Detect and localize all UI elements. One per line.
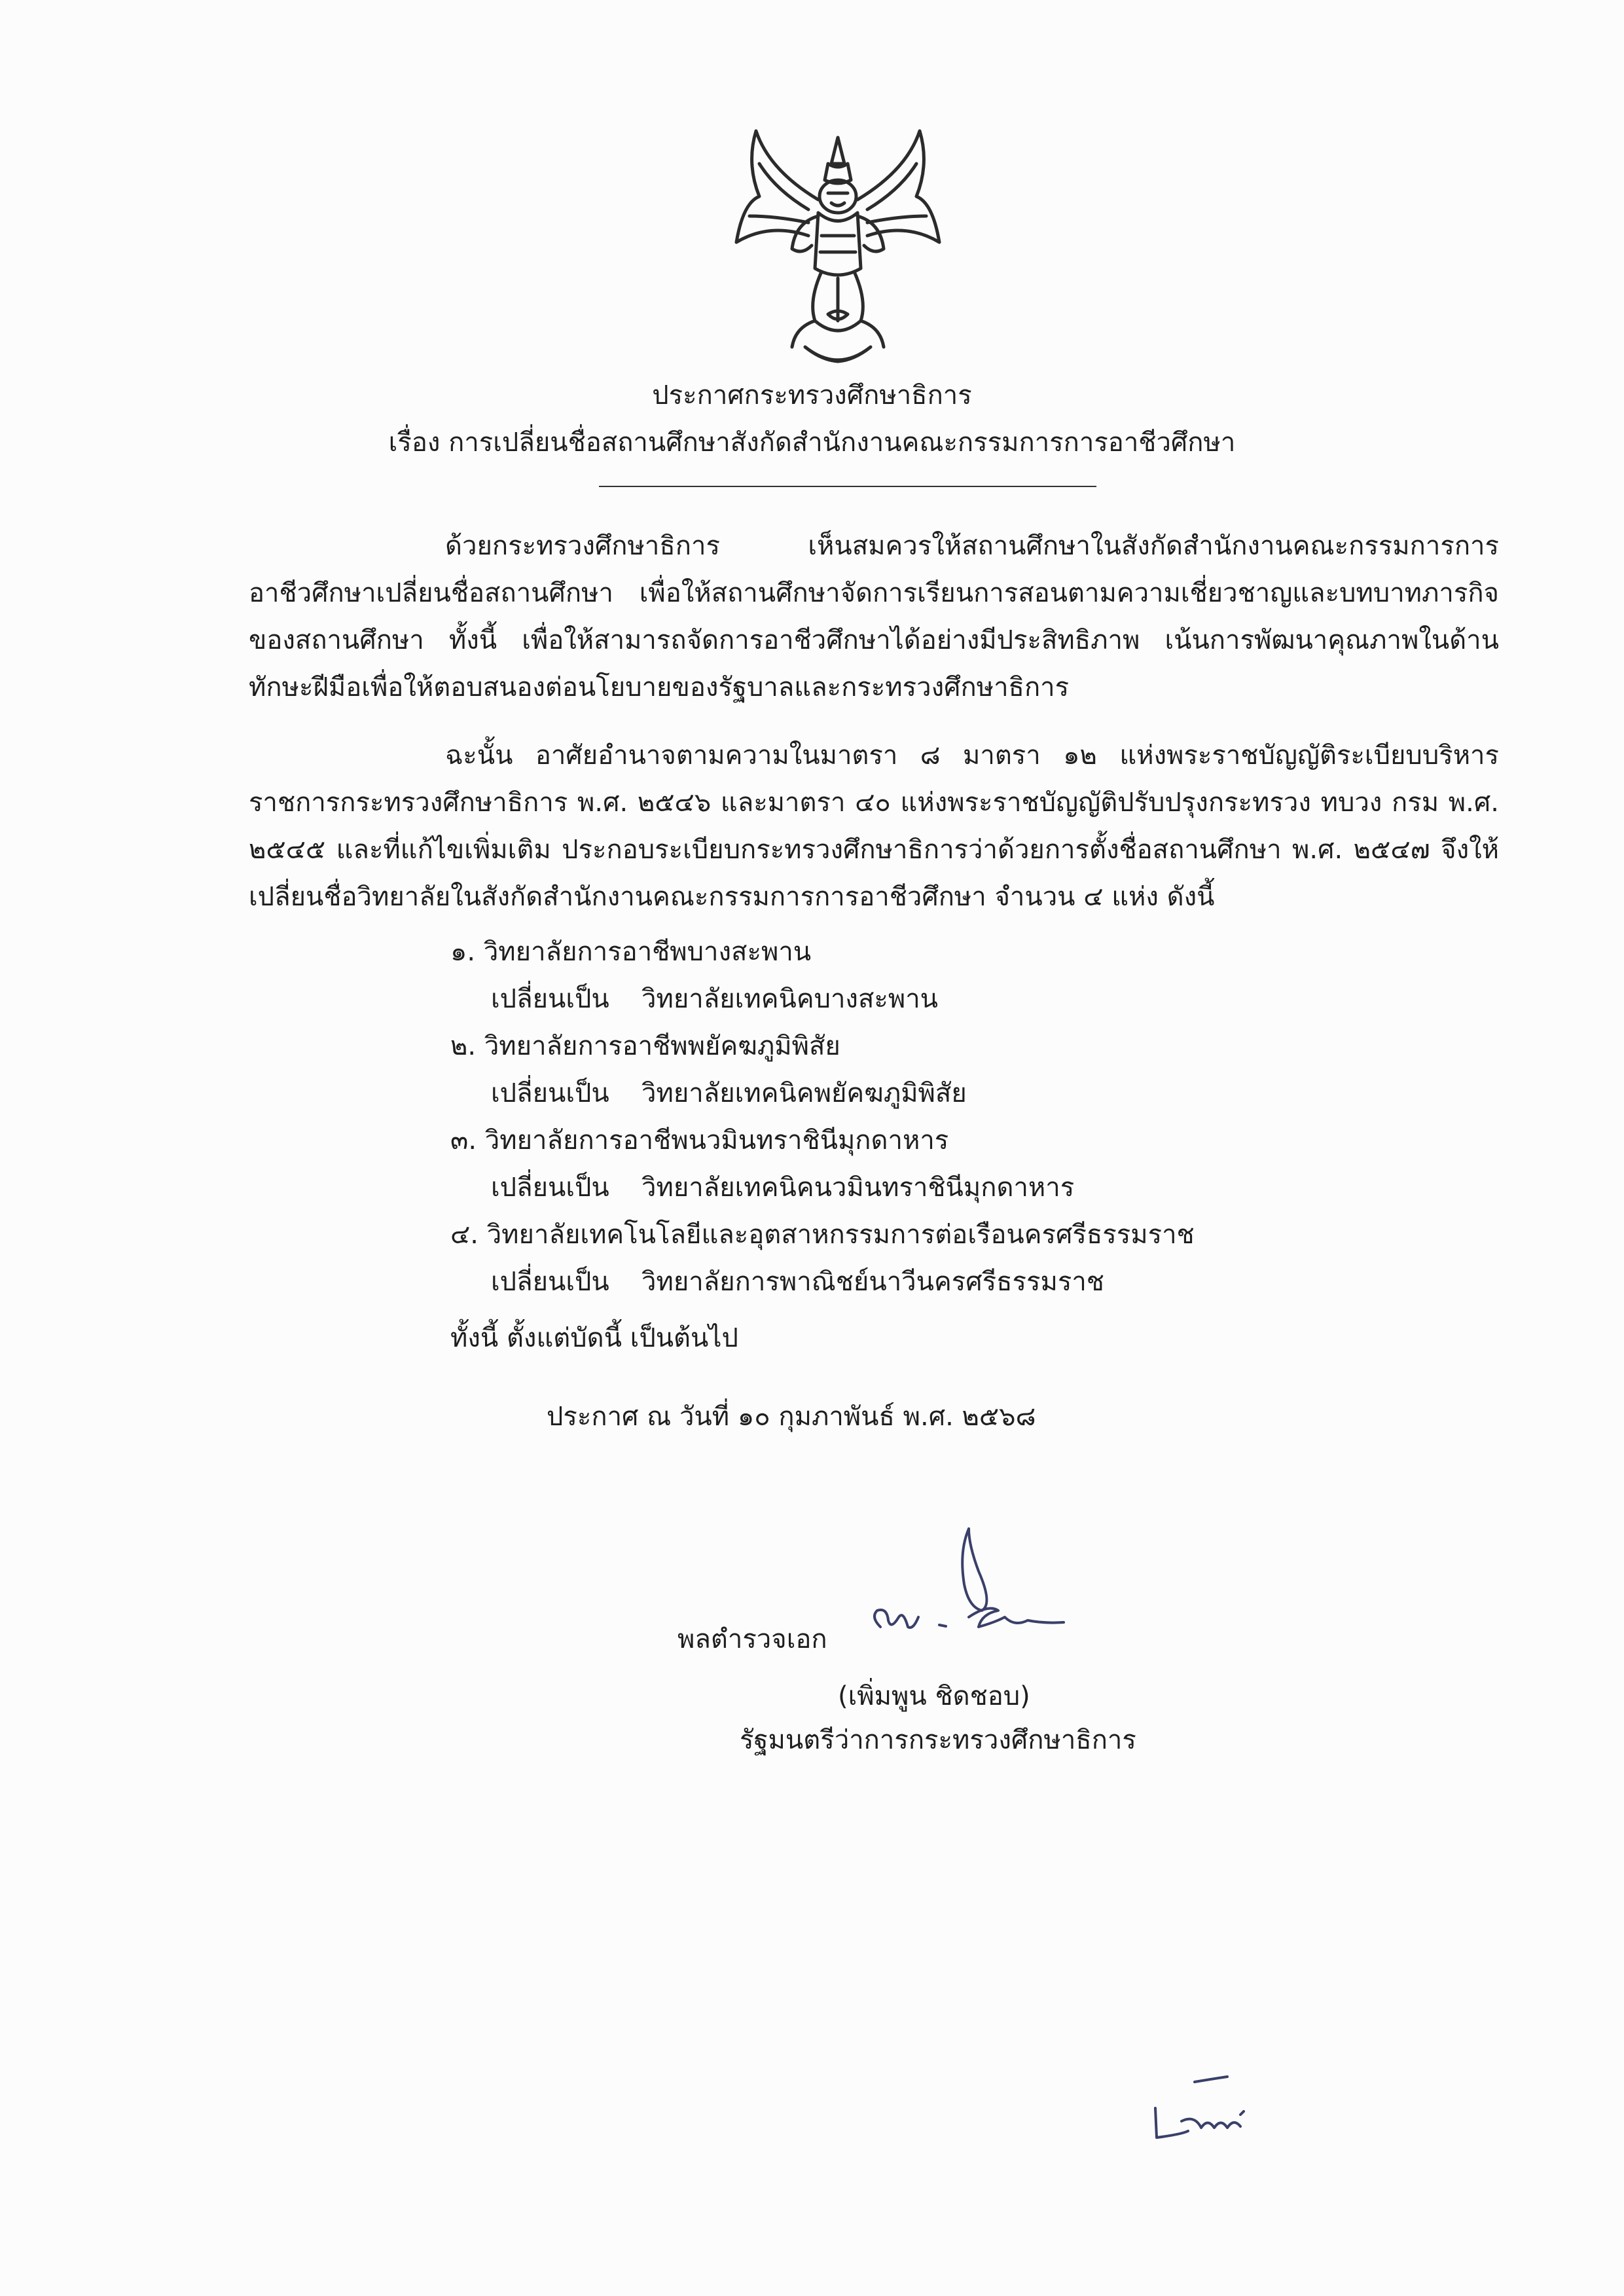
effective-clause: ทั้งนี้ ตั้งแต่บัดนี้ เป็นต้นไป	[450, 1323, 738, 1353]
change-label: เปลี่ยนเป็น	[491, 984, 609, 1014]
old-college-name: วิทยาลัยการอาชีพบางสะพาน	[483, 937, 812, 967]
old-college-name: วิทยาลัยการอาชีพพยัคฆภูมิพิสัย	[484, 1031, 840, 1061]
item-number: ๔.	[450, 1220, 478, 1250]
list-item-change	[491, 1265, 1104, 1299]
item-number: ๓.	[450, 1125, 477, 1156]
list-item	[450, 1218, 1195, 1252]
item-number: ๒.	[450, 1031, 477, 1061]
new-college-name: วิทยาลัยเทคนิคบางสะพาน	[641, 984, 939, 1014]
old-college-name: วิทยาลัยเทคโนโลยีและอุตสาหกรรมการต่อเรือนครศรีธรรมราช	[486, 1220, 1195, 1250]
old-college-name: วิทยาลัยการอาชีพนวมินทราชินีมุกดาหาร	[484, 1125, 949, 1156]
list-item-change	[491, 1171, 1074, 1205]
body-paragraph-2	[249, 732, 1499, 920]
new-college-name: วิทยาลัยเทคนิคนวมินทราชินีมุกดาหาร	[641, 1173, 1075, 1203]
new-college-name: วิทยาลัยการพาณิชย์นาวีนครศรีธรรมราช	[641, 1267, 1104, 1297]
subject-label: เรื่อง	[388, 428, 441, 458]
signatory-rank: พลตำรวจเอก	[677, 1624, 827, 1654]
list-item	[450, 1029, 840, 1063]
change-label: เปลี่ยนเป็น	[491, 1267, 609, 1297]
subject-text: การเปลี่ยนชื่อสถานศึกษาสังกัดสำนักงานคณะกรรมการการอาชีวศึกษา	[448, 428, 1236, 458]
handwritten-signature	[848, 1512, 1096, 1676]
paragraph-2-text: ฉะนั้น อาศัยอำนาจตามความในมาตรา ๘ มาตรา ๑๒ แห่งพระราชบัญญัติระเบียบบริหารราชการกระทรวงศึกษาธิการ พ.ศ. ๒๕๔๖ และมาตรา ๔๐ แห่งพระราชบัญญัติปรับปรุงกระทรวง ทบวง กรม พ.ศ. ๒๕๔๕ และที่แก้ไขเพิ่มเติม ประกอบระเบียบกระทรวงศึกษาธิการว่าด้วยการตั้งชื่อสถานศึกษา พ.ศ. ๒๕๔๗ จึงให้เปลี่ยนชื่อวิทยาลัยในสังกัดสำนักงานคณะกรรมการการอาชีวศึกษา จำนวน ๔ แห่ง ดังนี้	[249, 740, 1499, 912]
title-divider	[599, 486, 1096, 487]
change-label: เปลี่ยนเป็น	[491, 1078, 609, 1108]
handwritten-initials	[1142, 2062, 1273, 2154]
change-label: เปลี่ยนเป็น	[491, 1173, 609, 1203]
list-item	[450, 1123, 948, 1157]
paragraph-1-text: ด้วยกระทรวงศึกษาธิการ เห็นสมควรให้สถานศึกษาในสังกัดสำนักงานคณะกรรมการการอาชีวศึกษาเปลี่ยนชื่อสถานศึกษา เพื่อให้สถานศึกษาจัดการเรียนการสอนตามความเชี่ยวชาญและบทบาทภารกิจของสถานศึกษา ทั้งนี้ เพื่อให้สามารถจัดการอาชีวศึกษาได้อย่างมีประสิทธิภาพ เน้นการพัฒนาคุณภาพในด้านทักษะฝีมือเพื่อให้ตอบสนองต่อนโยบายของรัฐบาลและกระทรวงศึกษาธิการ	[249, 531, 1499, 702]
new-college-name: วิทยาลัยเทคนิคพยัคฆภูมิพิสัย	[641, 1078, 967, 1108]
signatory-name: (เพิ่มพูน ชิดชอบ)	[838, 1681, 1030, 1711]
item-number: ๑.	[450, 937, 476, 967]
garuda-emblem-icon	[730, 124, 946, 373]
announcement-title: ประกาศกระทรวงศึกษาธิการ	[652, 380, 972, 410]
list-item	[450, 935, 811, 969]
list-item-change	[491, 1076, 967, 1110]
announcement-subject	[0, 426, 1624, 460]
announcement-date: ประกาศ ณ วันที่ ๑๐ กุมภาพันธ์ พ.ศ. ๒๕๖๘	[547, 1402, 1036, 1432]
signatory-position: รัฐมนตรีว่าการกระทรวงศึกษาธิการ	[740, 1725, 1136, 1755]
body-paragraph-1	[249, 522, 1499, 711]
list-item-change	[491, 982, 938, 1016]
